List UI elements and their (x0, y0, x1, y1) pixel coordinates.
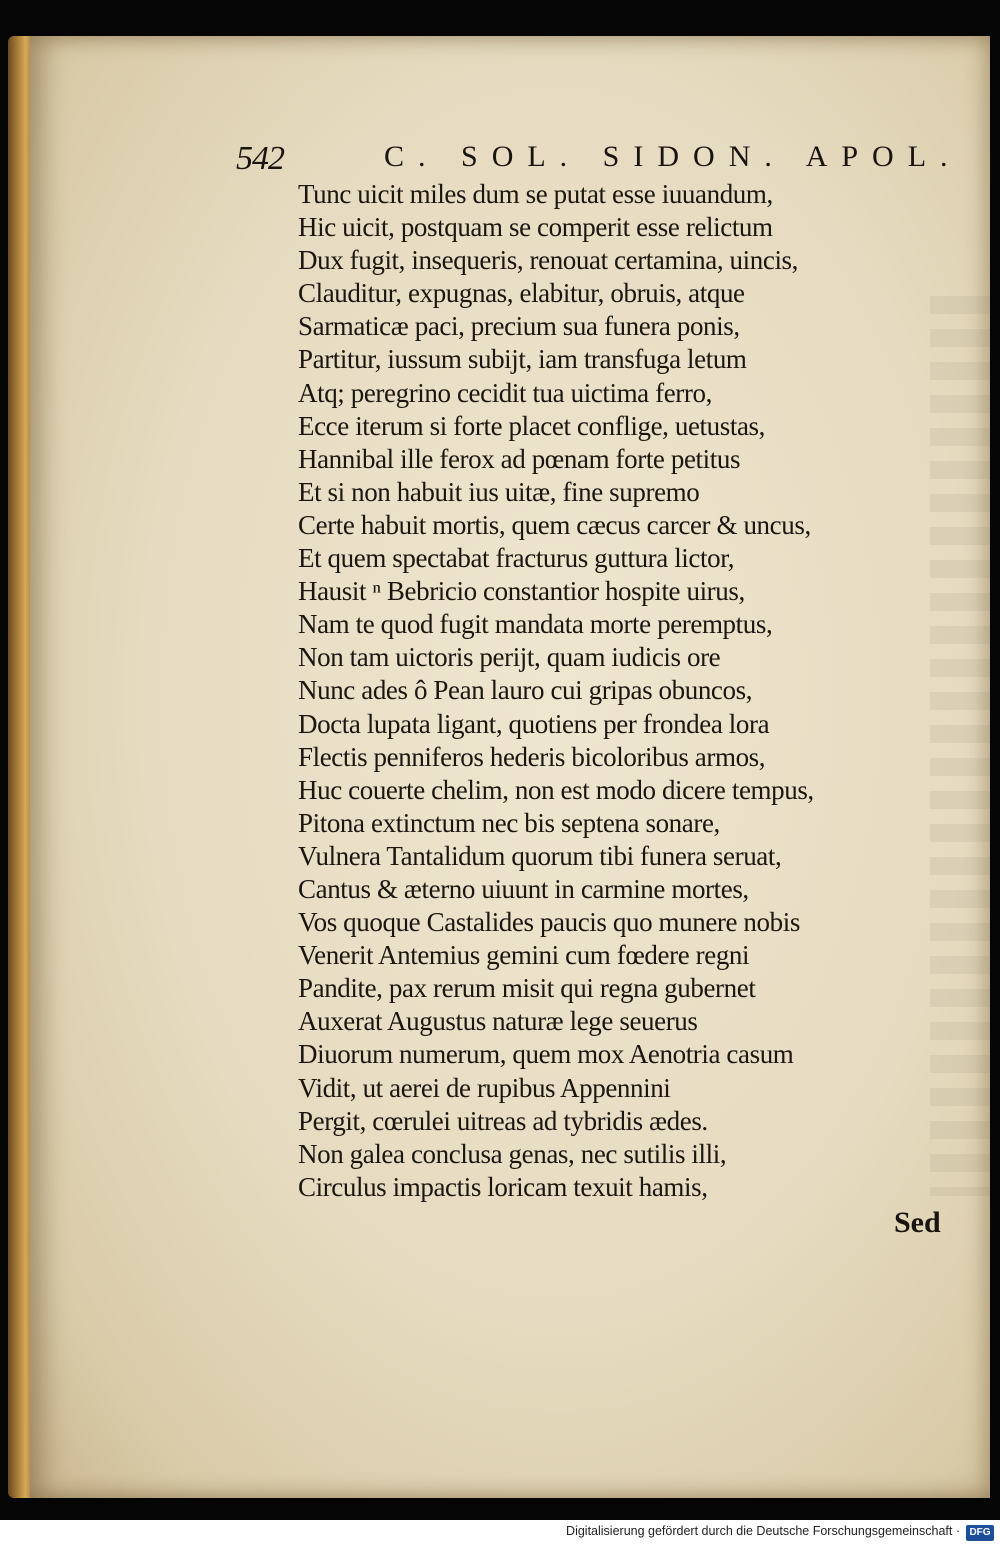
verse-line: Tunc uicit miles dum se putat esse iuuandum, (298, 179, 773, 209)
verse-line: Hannibal ille ferox ad pœnam forte petitus (298, 443, 741, 474)
verse-line: Nam te quod fugit mandata morte peremptus, (298, 609, 773, 640)
verse-block (298, 178, 958, 1204)
verse-line: Clauditur, expugnas, elabitur, obruis, atque (298, 278, 745, 309)
page-number: 542 (236, 140, 284, 177)
catchword: Sed (894, 1206, 941, 1239)
verse-line: Hic uicit, postquam se comperit esse relictum (298, 212, 773, 243)
footer-bar (0, 1520, 1000, 1548)
verse-line: Ecce iterum si forte placet conflige, uetustas, (298, 410, 766, 441)
verse-line: Sarmaticæ paci, precium sua funera ponis, (298, 311, 740, 342)
verse-line: Vos quoque Castalides paucis quo munere nobis (298, 907, 800, 938)
verse-line: Auxerat Augustus naturæ lege seuerus (298, 1006, 698, 1037)
verse-line: Flectis penniferos hederis bicoloribus armos, (298, 741, 766, 772)
verse-line: Et quem spectabat fracturus guttura lictor, (298, 543, 735, 574)
running-head: C. SOL. SIDON. APOL. (384, 140, 962, 173)
dfg-logo-icon[interactable]: DFG (966, 1525, 994, 1541)
verse-line: Atq; peregrino cecidit tua uictima ferro, (298, 377, 712, 408)
page-header (236, 138, 962, 178)
verse-line: Venerit Antemius gemini cum fœdere regni (298, 940, 750, 971)
verse-line: Nunc ades ô Pean lauro cui gripas obuncos, (298, 675, 753, 706)
verse-line: Diuorum numerum, quem mox Aenotria casum (298, 1039, 794, 1070)
verse-line: Cantus & æterno uiuunt in carmine mortes, (298, 873, 749, 904)
verse-line: Vidit, ut aerei de rupibus Appennini (298, 1072, 671, 1103)
verse-line: Non tam uictoris perijt, quam iudicis ore (298, 642, 721, 673)
verse-line: Pitona extinctum nec bis septena sonare, (298, 807, 720, 838)
verse-line: Et si non habuit ius uitæ, fine supremo (298, 476, 700, 507)
verse-line: Docta lupata ligant, quotiens per frondea lora (298, 708, 770, 739)
verse-line: Vulnera Tantalidum quorum tibi funera seruat, (298, 840, 782, 871)
verse-line: Pergit, cœrulei uitreas ad tybridis ædes. (298, 1105, 708, 1136)
verse-line: Partitur, iussum subijt, iam transfuga letum (298, 344, 747, 375)
verse-line: Pandite, pax rerum misit qui regna gubernet (298, 973, 756, 1004)
verse-line: Hausit ⁿ Bebricio constantior hospite uirus, (298, 576, 745, 607)
funding-credit: Digitalisierung gefördert durch die Deutsche Forschungsgemeinschaft · (566, 1524, 960, 1538)
verse-line: Huc couerte chelim, non est modo dicere tempus, (298, 774, 814, 805)
verse-line: Dux fugit, insequeris, renouat certamina, uincis, (298, 245, 799, 276)
verse-line: Non galea conclusa genas, nec sutilis illi, (298, 1138, 727, 1169)
verse-line: Certe habuit mortis, quem cæcus carcer & uncus, (298, 509, 811, 540)
verse-line: Circulus impactis loricam texuit hamis, (298, 1171, 708, 1202)
